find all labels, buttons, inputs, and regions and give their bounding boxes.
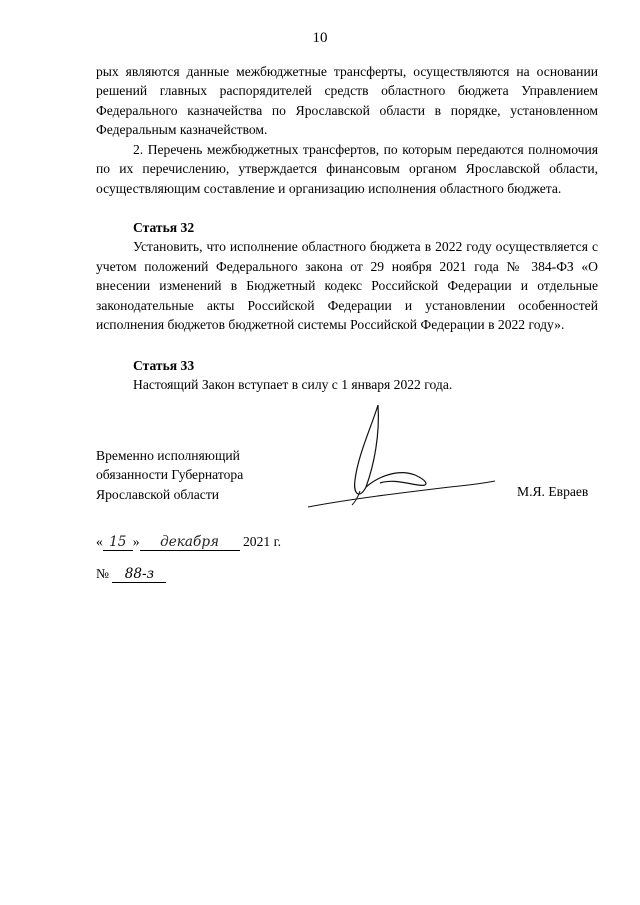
signatory-title-line-2: обязанности Губернатора [96,467,244,483]
signatory-title [96,446,243,504]
paragraph-continuation [96,62,598,140]
signer-name: М.Я. Евраев [517,484,589,499]
paragraph-list-item-2 [96,140,598,198]
article-33-text: Настоящий Закон вступает в силу с 1 января 2022 года. [133,377,453,393]
paragraph-1: рых являются данные межбюджетные трансферты, осуществляются на основании решений главных распорядителей средств областного бюджета Управлением Федерального казначейства по Ярославской области в порядке, установленном Федеральным казначейством. [96,64,598,138]
page-number: 10 [312,30,328,46]
article-32-heading: Статья 32 [133,220,195,235]
article-33 [96,356,598,395]
law-number [96,566,166,583]
article-32 [96,218,598,334]
law-number-prefix: № [96,566,109,581]
paragraph-2: 2. Перечень межбюджетных трансфертов, по которым передаются полномочия по их перечислению, утверждается финансовым органом Ярославской области, осуществляющим составление и организацию исполнения областного бюджета. [96,142,598,196]
law-number-value: 88-з [112,566,166,583]
signatory-title-line-3: Ярославской области [96,486,220,502]
date-month: декабря [140,534,240,551]
date-open-quote: « [96,534,103,549]
article-32-text: Установить, что исполнение областного бюджета в 2022 году осуществляется с учетом положений Федерального закона от 29 ноября 2021 года № 384-ФЗ «О внесении изменений в Бюджетный кодекс Российской Федерации и отдельные законодательные акты Российской Федерации и установлении особенностей исполнения бюджетов бюджетной системы Российской Федерации в 2022 году». [96,239,598,333]
date-day: 15 [103,534,133,551]
signing-date [96,534,281,551]
date-close-quote: » [132,534,140,549]
date-year: 2021 г. [243,534,282,549]
signatory-title-line-1: Временно исполняющий [96,448,240,463]
handwritten-signature [300,395,500,515]
article-33-heading: Статья 33 [133,358,195,373]
